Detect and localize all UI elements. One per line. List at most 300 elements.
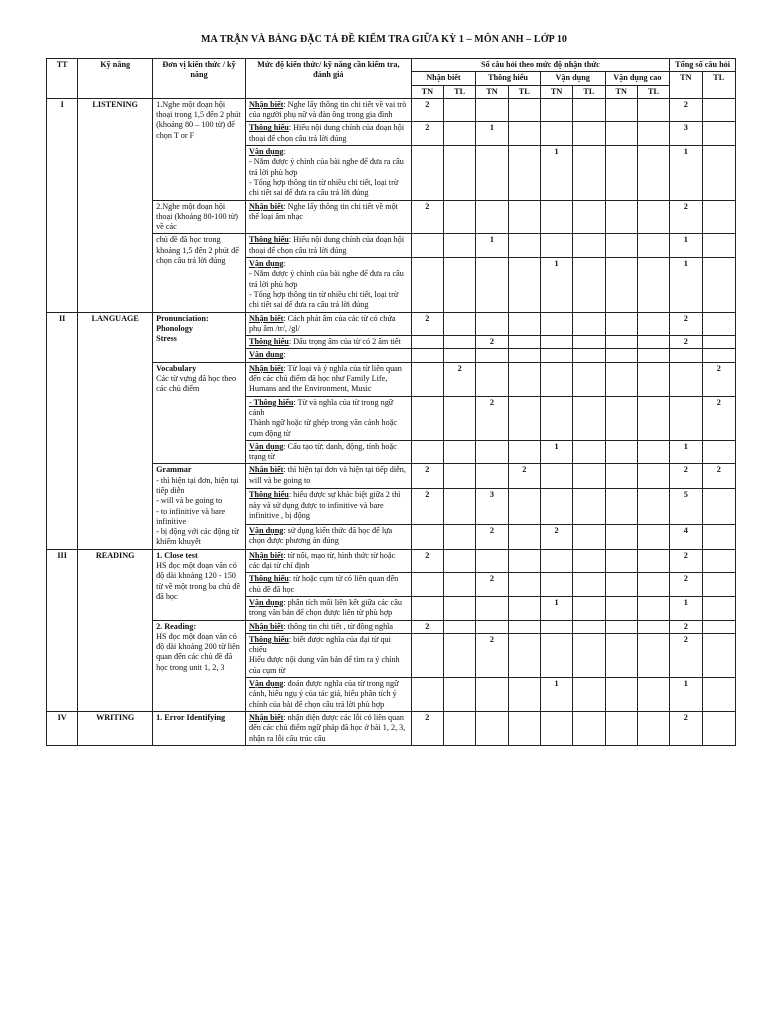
count-cell: 2: [476, 633, 508, 677]
count-cell: 2: [411, 312, 443, 336]
count-cell: [702, 349, 736, 362]
level-description: [245, 573, 411, 597]
unit-cell: [153, 312, 246, 362]
count-cell: 2: [670, 464, 702, 489]
unit-text: - to infinitive và bare infinitive: [156, 506, 226, 526]
count-cell: [443, 98, 475, 122]
unit-text: - thì hiện tại đơn, hiện tại tiếp diễn: [156, 475, 239, 495]
count-cell: [540, 349, 572, 362]
count-cell: [605, 258, 637, 312]
level-description: [245, 336, 411, 349]
description-line: Thông hiểu: Hiểu nội dung chính của đoạn hội thoại để chọn câu trả lời đúng: [248, 123, 405, 143]
count-cell: [443, 234, 475, 258]
count-cell: [637, 396, 669, 440]
count-cell: 2: [476, 524, 508, 549]
count-cell: [605, 596, 637, 620]
count-cell: [573, 336, 605, 349]
count-cell: [508, 633, 540, 677]
count-cell: [540, 489, 572, 525]
level-description: [245, 633, 411, 677]
count-cell: [605, 396, 637, 440]
count-cell: [508, 234, 540, 258]
unit-cell: [153, 362, 246, 464]
count-cell: [670, 349, 702, 362]
count-cell: [573, 596, 605, 620]
count-cell: [476, 620, 508, 633]
unit-title: 1. Close test: [156, 550, 198, 560]
description-line: Nhận biết: từ nối, mạo từ, hình thức từ hoặc các đại từ chỉ định: [248, 550, 396, 571]
header-tn: TN: [540, 85, 572, 98]
count-cell: [573, 362, 605, 396]
count-cell: [476, 678, 508, 712]
count-cell: [508, 596, 540, 620]
count-cell: [573, 620, 605, 633]
count-cell: [573, 524, 605, 549]
count-cell: [476, 464, 508, 489]
count-cell: [702, 489, 736, 525]
level-description: [245, 711, 411, 745]
count-cell: [443, 200, 475, 234]
unit-text: 2.Nghe một đoạn hội thoại (khoảng 80-100 từ) về các: [156, 201, 239, 232]
unit-text: - bị động với các động từ khiếm khuyết: [156, 527, 239, 547]
description-line: Nhận biết: Nghe lấy thông tin chi tiết về vai trò của người phụ nữ và đàn ông trong gia đình: [248, 99, 407, 120]
count-cell: [573, 633, 605, 677]
count-cell: [702, 549, 736, 573]
level-label: - Thông hiểu: [248, 397, 294, 407]
count-cell: [637, 489, 669, 525]
count-cell: [702, 98, 736, 122]
count-cell: [540, 336, 572, 349]
unit-cell: [153, 98, 246, 200]
level-description: [245, 678, 411, 712]
count-cell: [476, 312, 508, 336]
count-cell: 2: [670, 312, 702, 336]
count-cell: [508, 678, 540, 712]
count-cell: [508, 98, 540, 122]
description-line: - Thông hiểu: Từ và nghĩa của từ trong ngữ cảnh: [248, 397, 394, 417]
count-cell: [573, 678, 605, 712]
count-cell: 2: [540, 524, 572, 549]
level-label: Thông hiểu: [248, 337, 289, 347]
count-cell: [637, 573, 669, 597]
count-cell: [476, 349, 508, 362]
description-line: Hiểu được nội dung văn bản để tìm ra ý chính của cụm từ: [248, 655, 400, 675]
count-cell: [605, 573, 637, 597]
description-line: Nhận biết: thì hiện tại đơn và hiện tại tiếp diễn, will và be going to: [248, 465, 406, 485]
count-cell: [476, 440, 508, 464]
description-line: Thông hiểu: Dấu trọng âm của từ có 2 âm tiết: [248, 337, 401, 347]
count-cell: [508, 549, 540, 573]
count-cell: [605, 440, 637, 464]
count-cell: [443, 573, 475, 597]
count-cell: [605, 122, 637, 146]
unit-title: Pronunciation:: [156, 313, 209, 323]
count-cell: [573, 146, 605, 200]
unit-cell: [153, 549, 246, 620]
count-cell: [702, 234, 736, 258]
unit-title: 2. Reading:: [156, 621, 197, 631]
unit-title: Vocabulary: [156, 363, 197, 373]
section-number: III: [47, 549, 78, 711]
count-cell: [573, 711, 605, 745]
count-cell: [637, 122, 669, 146]
level-label: Vận dụng: [248, 147, 284, 157]
unit-subtitle: Phonology: [156, 323, 193, 333]
description-line: Nhận biết: nhận diện được các lỗi có liên quan đến các chủ điểm ngữ pháp đã học ở bài 1, 2, 3, nhận ra lỗi cấu trúc câu: [248, 712, 406, 743]
count-cell: 1: [540, 146, 572, 200]
count-cell: [702, 146, 736, 200]
count-cell: [411, 349, 443, 362]
count-cell: [411, 524, 443, 549]
count-cell: [605, 362, 637, 396]
unit-text: HS đọc một đoạn văn có độ dài khoảng 120 - 150 từ về một trong ba chủ đề đã học: [156, 561, 241, 601]
header-tl: TL: [637, 85, 669, 98]
count-cell: 1: [670, 678, 702, 712]
count-cell: [411, 596, 443, 620]
level-label: Thông hiểu: [248, 123, 289, 133]
count-cell: [637, 349, 669, 362]
count-cell: [573, 464, 605, 489]
count-cell: [637, 312, 669, 336]
level-description: [245, 146, 411, 200]
count-cell: [540, 620, 572, 633]
count-cell: [476, 200, 508, 234]
count-cell: [605, 336, 637, 349]
count-cell: 2: [670, 633, 702, 677]
count-cell: 1: [540, 678, 572, 712]
description-line: Thông hiểu: biết được nghĩa của đại từ qui chiếu: [248, 634, 391, 655]
section-number: II: [47, 312, 78, 549]
count-cell: [508, 146, 540, 200]
count-cell: [540, 362, 572, 396]
count-cell: [702, 633, 736, 677]
header-count: Số câu hỏi theo mức độ nhận thức: [411, 59, 670, 72]
count-cell: [476, 711, 508, 745]
count-cell: [508, 620, 540, 633]
level-label: Vận dụng: [248, 350, 284, 360]
count-cell: [573, 573, 605, 597]
count-cell: [443, 549, 475, 573]
count-cell: 1: [540, 258, 572, 312]
count-cell: [637, 234, 669, 258]
count-cell: [637, 633, 669, 677]
count-cell: [573, 200, 605, 234]
header-nhan-biet: Nhận biết: [411, 72, 476, 85]
unit-text: chủ đề đã học trong khoảng 1,5 đến 2 phút để chọn câu trả lời đúng: [156, 235, 239, 266]
level-description: [245, 524, 411, 549]
header-skill: Kỹ năng: [78, 59, 153, 99]
count-cell: [637, 146, 669, 200]
description-line: Nhận biết: Cách phát âm của các từ có chứa phụ âm /tr/, /gl/: [248, 313, 396, 333]
count-cell: [411, 440, 443, 464]
unit-text: - will và be going to: [156, 496, 223, 506]
count-cell: [508, 258, 540, 312]
unit-subtitle: Stress: [156, 334, 177, 344]
description-line: Vận dụng: Cấu tạo từ: danh, động, tính hoặc trạng từ: [248, 441, 397, 462]
count-cell: [702, 524, 736, 549]
count-cell: [476, 258, 508, 312]
count-cell: [443, 596, 475, 620]
count-cell: 2: [508, 464, 540, 489]
level-label: Nhận biết: [248, 201, 284, 211]
description-line: Vận dụng:: [248, 259, 286, 269]
count-cell: [540, 98, 572, 122]
header-tl: TL: [508, 85, 540, 98]
count-cell: [508, 711, 540, 745]
section-number: IV: [47, 711, 78, 745]
count-cell: [443, 464, 475, 489]
level-label: Vận dụng: [248, 525, 284, 535]
count-cell: [508, 489, 540, 525]
header-tt: TT: [47, 59, 78, 99]
count-cell: [508, 349, 540, 362]
count-cell: [637, 258, 669, 312]
unit-cell: [153, 200, 246, 234]
count-cell: [702, 200, 736, 234]
count-cell: [508, 396, 540, 440]
count-cell: [476, 146, 508, 200]
count-cell: [573, 98, 605, 122]
level-description: [245, 122, 411, 146]
count-cell: 1: [670, 234, 702, 258]
level-label: Nhận biết: [248, 313, 284, 323]
description-line: Vận dụng: đoán được nghĩa của từ trong ngữ cảnh, hiểu ngụ ý của tác giả, hiểu phân tích ý chính của bài để chọn câu trả lời phù hợp: [248, 679, 399, 709]
count-cell: [540, 122, 572, 146]
count-cell: 2: [411, 98, 443, 122]
count-cell: [443, 312, 475, 336]
count-cell: [540, 711, 572, 745]
count-cell: [637, 549, 669, 573]
count-cell: [605, 98, 637, 122]
count-cell: [476, 98, 508, 122]
count-cell: [443, 440, 475, 464]
count-cell: 2: [670, 711, 702, 745]
count-cell: [443, 633, 475, 677]
count-cell: [411, 678, 443, 712]
count-cell: [573, 489, 605, 525]
count-cell: [605, 549, 637, 573]
count-cell: [476, 596, 508, 620]
count-cell: [411, 258, 443, 312]
count-cell: 2: [702, 464, 736, 489]
count-cell: 2: [476, 336, 508, 349]
level-description: [245, 620, 411, 633]
description-line: - Nắm được ý chính của bài nghe để đưa ra câu trả lời phù hợp: [248, 269, 404, 289]
count-cell: [605, 678, 637, 712]
description-line: Vận dụng:: [248, 147, 286, 157]
count-cell: [443, 349, 475, 362]
level-label: Nhận biết: [248, 550, 284, 560]
count-cell: [411, 234, 443, 258]
description-line: Thông hiểu: từ hoặc cụm từ có liên quan đến chủ đề đã học: [248, 574, 399, 594]
count-cell: 2: [670, 336, 702, 349]
count-cell: [443, 258, 475, 312]
header-tn: TN: [411, 85, 443, 98]
description-line: - Tổng hợp thông tin từ nhiều chi tiết, loại trừ chi tiết sai để đưa ra câu trả lời đúng: [248, 177, 399, 198]
count-cell: 1: [670, 596, 702, 620]
count-cell: [702, 573, 736, 597]
count-cell: [508, 122, 540, 146]
count-cell: 2: [411, 489, 443, 525]
count-cell: [411, 633, 443, 677]
count-cell: [540, 573, 572, 597]
count-cell: 1: [670, 146, 702, 200]
count-cell: [573, 258, 605, 312]
table-row: [47, 711, 736, 745]
count-cell: [443, 489, 475, 525]
count-cell: 2: [411, 122, 443, 146]
table-row: [47, 549, 736, 573]
level-description: [245, 258, 411, 312]
count-cell: [670, 362, 702, 396]
level-label: Thông hiểu: [248, 490, 289, 500]
unit-cell: [153, 620, 246, 711]
count-cell: [702, 678, 736, 712]
count-cell: 2: [443, 362, 475, 396]
count-cell: [508, 362, 540, 396]
level-label: Nhận biết: [248, 465, 284, 475]
description-line: Nhận biết: thông tin chi tiết , từ đồng nghĩa: [248, 621, 394, 631]
header-thong-hieu: Thông hiểu: [476, 72, 541, 85]
level-description: [245, 200, 411, 234]
description-line: Vận dụng:: [248, 350, 286, 360]
count-cell: [573, 440, 605, 464]
count-cell: [411, 573, 443, 597]
count-cell: [443, 524, 475, 549]
unit-title: Grammar: [156, 465, 192, 475]
matrix-table: [46, 58, 736, 746]
count-cell: [702, 122, 736, 146]
count-cell: [637, 524, 669, 549]
header-total-tl: TL: [702, 72, 736, 99]
count-cell: [702, 620, 736, 633]
header-tn: TN: [476, 85, 508, 98]
count-cell: [540, 312, 572, 336]
count-cell: [637, 596, 669, 620]
count-cell: 2: [476, 573, 508, 597]
level-description: [245, 234, 411, 258]
count-cell: [573, 234, 605, 258]
count-cell: [637, 620, 669, 633]
count-cell: 3: [476, 489, 508, 525]
level-label: Thông hiểu: [248, 634, 289, 644]
count-cell: [605, 312, 637, 336]
count-cell: [508, 336, 540, 349]
count-cell: 2: [702, 362, 736, 396]
count-cell: [670, 396, 702, 440]
count-cell: 2: [476, 396, 508, 440]
count-cell: [508, 440, 540, 464]
unit-text: Các từ vựng đã học theo các chủ điểm: [156, 374, 237, 394]
count-cell: [637, 678, 669, 712]
count-cell: [540, 633, 572, 677]
count-cell: [508, 312, 540, 336]
section-skill: LISTENING: [78, 98, 153, 312]
count-cell: [702, 258, 736, 312]
count-cell: [573, 122, 605, 146]
description-line: - Tổng hợp thông tin từ nhiều chi tiết, loại trừ chi tiết sai để đưa ra câu trả lời đúng: [248, 289, 399, 310]
level-description: [245, 440, 411, 464]
description-line: Thông hiểu: Hiểu nội dung chính của đoạn hội thoại để chọn câu trả lời đúng: [248, 235, 405, 255]
unit-title: 1. Error Identifying: [156, 712, 226, 722]
count-cell: [508, 573, 540, 597]
count-cell: 2: [411, 549, 443, 573]
level-label: Thông hiểu: [248, 574, 289, 584]
count-cell: [443, 336, 475, 349]
count-cell: [540, 234, 572, 258]
description-line: Vận dụng: phân tích mối liên kết giữa các câu trong văn bản để chọn được liên từ phù hợp: [248, 597, 402, 618]
description-line: Nhận biết: Từ loại và ý nghĩa của từ liên quan đến các chủ điểm đã học như Family Life, Humans and the Environment, Music: [248, 363, 402, 394]
count-cell: [605, 146, 637, 200]
count-cell: 1: [540, 440, 572, 464]
header-tn: TN: [605, 85, 637, 98]
count-cell: [605, 524, 637, 549]
section-skill: READING: [78, 549, 153, 711]
document-title: MA TRẬN VÀ BẢNG ĐẶC TẢ ĐỀ KIỂM TRA GIỮA KỲ 1 – MÔN ANH – LỚP 10: [200, 34, 568, 45]
level-description: [245, 489, 411, 525]
count-cell: [637, 440, 669, 464]
count-cell: 2: [670, 98, 702, 122]
level-label: Nhận biết: [248, 712, 284, 722]
count-cell: [605, 464, 637, 489]
level-label: Thông hiểu: [248, 235, 289, 245]
count-cell: [637, 711, 669, 745]
count-cell: [605, 234, 637, 258]
description-line: Vận dụng: sử dụng kiến thức đã học để lựa chọn được phương án đúng: [248, 525, 393, 546]
count-cell: [702, 336, 736, 349]
header-total: Tổng số câu hỏi: [670, 59, 736, 72]
count-cell: [443, 711, 475, 745]
count-cell: [411, 146, 443, 200]
count-cell: [443, 396, 475, 440]
description-line: Thành ngữ hoặc từ ghép trong văn cảnh hoặc cụm động từ: [248, 418, 397, 438]
level-description: [245, 396, 411, 440]
count-cell: [605, 633, 637, 677]
header-total-tn: TN: [670, 72, 702, 99]
count-cell: 2: [670, 549, 702, 573]
count-cell: [605, 200, 637, 234]
count-cell: 2: [670, 620, 702, 633]
count-cell: 2: [411, 200, 443, 234]
level-description: [245, 596, 411, 620]
count-cell: 2: [670, 200, 702, 234]
level-description: [245, 312, 411, 336]
count-cell: 1: [670, 440, 702, 464]
level-description: [245, 349, 411, 362]
description-line: - Nắm được ý chính của bài nghe để đưa ra câu trả lời phù hợp: [248, 157, 404, 177]
count-cell: [476, 549, 508, 573]
count-cell: [476, 362, 508, 396]
count-cell: [540, 396, 572, 440]
table-row: [47, 312, 736, 336]
level-label: Vận dụng: [248, 441, 284, 451]
section-number: I: [47, 98, 78, 312]
count-cell: [637, 336, 669, 349]
header-level: Mức độ kiến thức/ kỹ năng cần kiểm tra, đánh giá: [245, 59, 411, 99]
header-van-dung: Vận dụng: [540, 72, 605, 85]
count-cell: 1: [476, 234, 508, 258]
level-description: [245, 549, 411, 573]
count-cell: [605, 711, 637, 745]
count-cell: [637, 362, 669, 396]
count-cell: [573, 312, 605, 336]
count-cell: [443, 122, 475, 146]
count-cell: 2: [702, 396, 736, 440]
count-cell: [605, 489, 637, 525]
header-van-dung-cao: Vận dụng cao: [605, 72, 670, 85]
count-cell: [637, 200, 669, 234]
count-cell: [573, 396, 605, 440]
